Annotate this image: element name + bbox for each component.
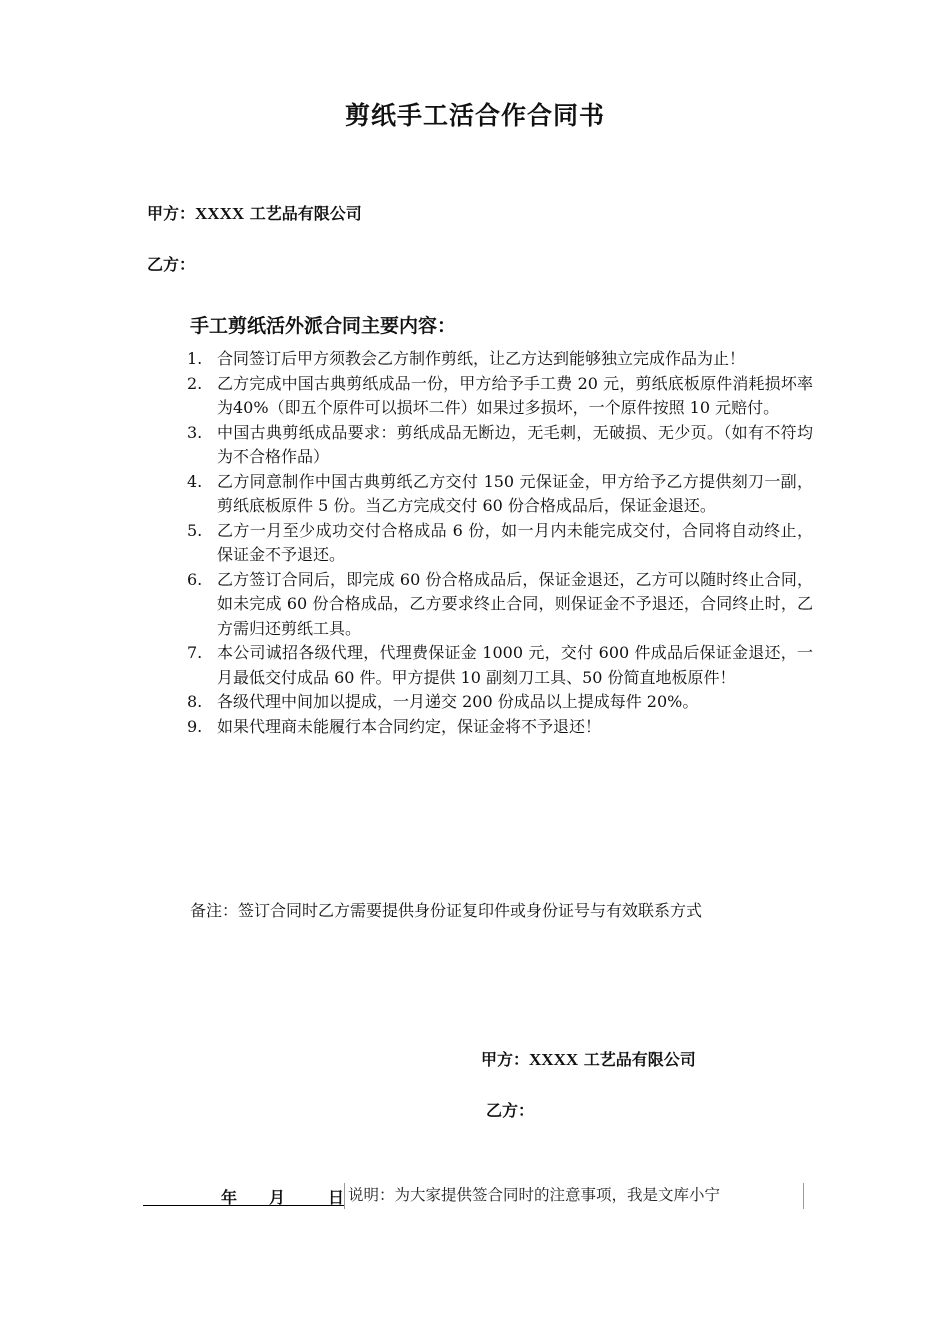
list-item	[185, 715, 813, 740]
list-item	[185, 372, 813, 421]
item-text: 乙方完成中国古典剪纸成品一份，甲方给予手工费 20 元，剪纸底板原件消耗损坏率为40%（即五个原件可以损坏二件）如果过多损坏，一个原件按照 10 元赔付。	[217, 373, 813, 417]
item-text: 本公司诚招各级代理，代理费保证金 1000 元，交付 600 件成品后保证金退还，一月最低交付成品 60 件。甲方提供 10 副刻刀工具、50 份简直地板原件！	[217, 643, 813, 687]
header-party-b	[147, 252, 195, 275]
party-a-latin: XXXX	[195, 204, 245, 223]
item-text: 如果代理商未能履行本合同约定，保证金将不予退还！	[217, 716, 602, 736]
signature-party-a-label: 甲方：	[481, 1050, 530, 1069]
item-number: 2.	[187, 373, 203, 393]
list-item	[185, 690, 813, 715]
party-b-label: 乙方：	[147, 255, 196, 274]
item-text: 各级代理中间加以提成，一月递交 200 份成品以上提成每件 20%。	[217, 692, 699, 711]
item-text: 乙方签订合同后，即完成 60 份合格成品后，保证金退还，乙方可以随时终止合同，如未完成 60 份合格成品，乙方要求终止合同，则保证金不予退还，合同终止时，乙方需归还剪纸工具。	[217, 569, 813, 638]
date-day-label: 日	[328, 1188, 345, 1207]
header-party-a	[147, 201, 362, 224]
date-year-label: 年	[221, 1188, 238, 1207]
item-number: 6.	[187, 569, 203, 589]
remark-note: 备注：签订合同时乙方需要提供身份证复印件或身份证号与有效联系方式	[190, 901, 703, 920]
section-heading: 手工剪纸活外派合同主要内容：	[190, 315, 457, 337]
list-item	[185, 641, 813, 690]
item-number: 1.	[187, 349, 203, 368]
list-item	[185, 568, 813, 642]
party-a-name: 工艺品有限公司	[249, 204, 362, 223]
item-text: 乙方一月至少成功交付合格成品 6 份，如一月内未能完成交付，合同将自动终止，保证金不予退还。	[217, 520, 813, 564]
item-number: 9.	[187, 716, 203, 736]
date-month-label: 月	[269, 1188, 286, 1207]
signature-party-b	[486, 1098, 534, 1121]
item-number: 8.	[187, 692, 203, 711]
signature-party-b-label: 乙方：	[486, 1101, 535, 1120]
document-title: 剪纸手工活合作合同书	[344, 101, 605, 130]
footer-row	[143, 1185, 805, 1209]
party-a-label: 甲方：	[147, 204, 196, 223]
item-text: 中国古典剪纸成品要求：剪纸成品无断边，无毛刺，无破损、无少页。（如有不符均为不合格作品）	[217, 422, 813, 466]
signature-party-a	[481, 1047, 696, 1070]
item-number: 5.	[187, 520, 203, 540]
item-text: 合同签订后甲方须教会乙方制作剪纸，让乙方达到能够独立完成作品为止！	[217, 349, 746, 368]
footer-note: 说明：为大家提供签合同时的注意事项，我是文库小宁	[344, 1183, 804, 1209]
list-item	[185, 519, 813, 568]
item-text: 乙方同意制作中国古典剪纸乙方交付 150 元保证金，甲方给予乙方提供刻刀一副，剪纸底板原件 5 份。当乙方完成交付 60 份合格成品后，保证金退还。	[217, 471, 813, 515]
list-item	[185, 347, 813, 372]
date-field	[143, 1185, 344, 1206]
signature-party-a-latin: XXXX	[529, 1050, 579, 1069]
contract-items-list	[185, 347, 813, 739]
item-number: 4.	[187, 471, 203, 491]
list-item	[185, 421, 813, 470]
list-item	[185, 470, 813, 519]
item-number: 3.	[187, 422, 203, 442]
item-number: 7.	[187, 643, 203, 662]
signature-party-a-name: 工艺品有限公司	[583, 1050, 696, 1069]
